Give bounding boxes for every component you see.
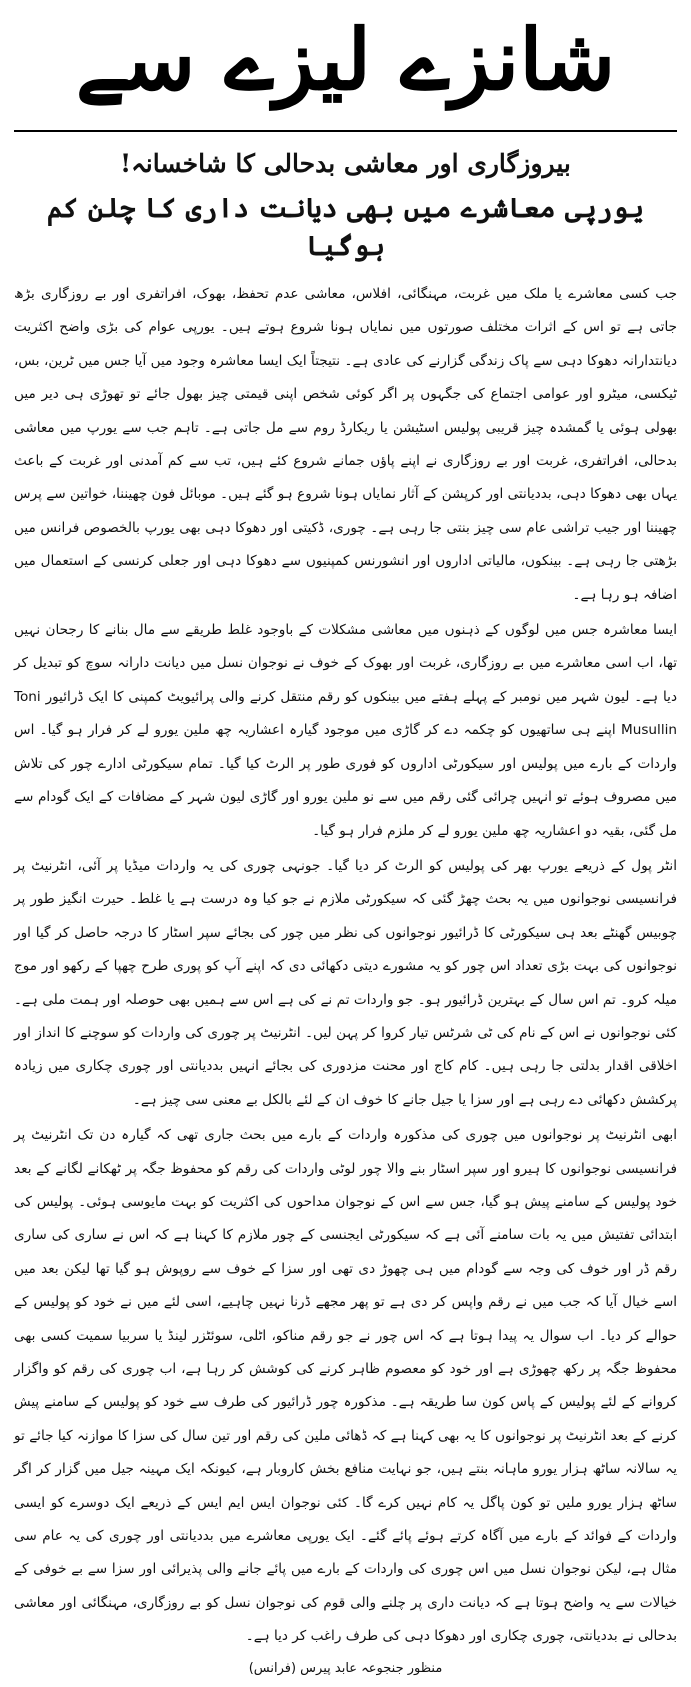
masthead-divider <box>14 130 677 132</box>
column-masthead: شانزے لیزے سے <box>75 10 616 109</box>
article-paragraph: جب کسی معاشرے یا ملک میں غربت، مہنگائی، افلاس، معاشی عدم تحفظ، بھوک، افراتفری اور بے روزگاری بڑھ جاتی ہے تو اس کے اثرات مختلف صورتوں میں نمایاں ہونا شروع ہوتے ہیں۔ یورپی عوام کی بڑی واضح اکثریت دیانتدارانہ دھوکا دہی سے پاک زندگی گزارنے کی عادی ہے۔ نتیجتاً ایک ایسا معاشرہ وجود میں آیا جس میں ٹرین، بس، ٹیکسی، میٹرو اور عوامی اجتماع کی جگہوں پر اگر کوئی شخص اپنی قیمتی چیز بھول جائے تو تھوڑی ہی دیر میں بھولی ہوئی یا گمشدہ چیز قریبی پولیس اسٹیشن یا ریکارڈ روم سے مل جاتی ہے۔ تاہم جب سے یورپ میں معاشی بدحالی، افراتفری، غربت اور بے روزگاری نے اپنے پاؤں جمانے شروع کئے ہیں، تب سے کم آمدنی اور غربت کے باعث یہاں بھی دھوکا دہی، بددیانتی اور کرپشن کے آثار نمایاں ہونا شروع ہو گئے ہیں۔ موبائل فون چھیننا، خواتین سے پرس چھیننا اور جیب تراشی عام سی چیز بنتی جا رہی ہے۔ چوری، ڈکیتی اور دھوکا دہی بھی یورپ بالخصوص فرانس میں بڑھتی جا رہی ہے۔ بینکوں، مالیاتی اداروں اور انشورنس کمپنیوں سے دھوکا دہی اور جعلی کرنسی کے استعمال میں اضافہ ہو رہا ہے۔ <box>14 286 677 603</box>
headline-secondary: یورپی معاشرے میں بھی دیانت داری کا چلن کم ہوگیا <box>46 193 645 262</box>
article-body <box>14 278 677 1654</box>
article-paragraph: ابھی انٹرنیٹ پر نوجوانوں میں چوری کی مذکورہ واردات کے بارے میں بحث جاری تھی کہ گیارہ دن تک انٹرنیٹ پر فرانسیسی نوجوانوں کا ہیرو اور سپر اسٹار بنے والا چور لوٹی واردات کی رقم کو محفوظ جگہ پر ٹھکانے لگانے کے بعد خود پولیس کے سامنے پیش ہو گیا، جس سے اس کے نوجوان مداحوں کی اکثریت کو بہت مایوسی ہوئی۔ پولیس کی ابتدائی تفتیش میں یہ بات سامنے آئی ہے کہ سیکورٹی ایجنسی کے چور ملازم کا کہنا ہے کہ اس نے ساری کی ساری رقم ڈر اور خوف کی وجہ سے گودام میں ہی چھوڑ دی تھی اور سزا کے خوف سے روپوش ہو گیا تھا لیکن بعد میں اسے خیال آیا کہ جب میں نے رقم واپس کر دی ہے تو پھر مجھے ڈرنا نہیں چاہیے، اسی لئے میں نے خود کو پولیس کے حوالے کر دیا۔ اب سوال یہ پیدا ہوتا ہے کہ اس چور نے جو رقم مناکو، اٹلی، سوئٹزر لینڈ یا سربیا سمیت کسی بھی محفوظ جگہ پر رکھ چھوڑی ہے اور خود کو معصوم ظاہر کرنے کی کوشش کر رہا ہے، اب چوری کی رقم کو واگزار کروانے کے لئے پولیس کے پاس کون سا طریقہ ہے۔ مذکورہ چور ڈرائیور کی طرف سے خود کو پولیس کے سامنے پیش کرنے کے بعد انٹرنیٹ پر نوجوانوں کا یہ بھی کہنا ہے کہ ڈھائی ملین کی رقم اور تین سال کی سزا کا موازنہ کیا جائے تو یہ سالانہ ساٹھ ہزار یورو ماہانہ بنتے ہیں، جو نہایت منافع بخش کاروبار ہے، کیونکہ ایک مہینہ جیل میں گزار کر اگر ساٹھ ہزار یورو ملیں تو کون پاگل یہ کام نہیں کرے گا۔ کئی نوجوان ایس ایم ایس کے ذریعے ایک دوسرے کو ایسی واردات کے فوائد کے بارے میں آگاہ کرتے ہوئے پائے گئے۔ ایک یورپی معاشرے میں بددیانتی اور چوری کی یہ عام سی مثال ہے، لیکن نوجوان نسل میں اس چوری کی واردات کے بارے میں پائے جانے والی پذیرائی اور سزا سے بے خوفی کے خیالات سے یہ واضح ہوتا ہے کہ دیانت داری پر چلنے والی قوم کی نوجوان نسل کو بے روزگاری، مہنگائی اور معاشی بدحالی نے بددیانتی، چوری چکاری اور دھوکا دہی کی طرف راغب کر دیا ہے۔ <box>14 1127 677 1645</box>
article-paragraph: انٹر پول کے ذریعے یورپ بھر کی پولیس کو الرٹ کر دیا گیا۔ جونہی چوری کی یہ واردات میڈیا پر آئی، انٹرنیٹ پر فرانسیسی نوجوانوں میں یہ بحث چھڑ گئی کہ سیکورٹی ملازم نے جو کیا وہ درست ہے یا غلط۔ حیرت انگیز طور پر چوبیس گھنٹے بعد ہی سیکورٹی کا ڈرائیور نوجوانوں کی نظر میں چور کی بجائے سپر اسٹار کا درجہ حاصل کر گیا اور نوجوانوں کی بہت بڑی تعداد اس چور کو یہ مشورے دیتی دکھائی دی کہ اپنے آپ کو پوری طرح چھپا کے رکھو اور موج میلہ کرو۔ تم اس سال کے بہترین ڈرائیور ہو۔ جو واردات تم نے کی ہے اس سے ہمیں بھی حوصلہ اور ہمت ملی ہے۔ کئی نوجوانوں نے اس کے نام کی ٹی شرٹس تیار کروا کر پہن لیں۔ انٹرنیٹ پر چوری کی واردات کو سوچنے کا انداز اور اخلاقی اقدار بدلتی جا رہی ہیں۔ کام کاج اور محنت مزدوری کی بجائے انہیں بددیانتی اور چوری چکاری میں زیادہ پرکشش دکھائی دے رہی ہے اور سزا یا جیل جانے کا خوف ان کے لئے بالکل بے معنی سی چیز ہے۔ <box>14 857 677 1108</box>
headline-primary: بیروزگاری اور معاشی بدحالی کا شاخسانہ! <box>120 149 571 178</box>
author-byline: منظور جنجوعہ عابد پیرس (فرانس) <box>248 1660 443 1676</box>
article-paragraph: ایسا معاشرہ جس میں لوگوں کے ذہنوں میں معاشی مشکلات کے باوجود غلط طریقے سے مال بنانے کا رجحان نہیں تھا، اب اسی معاشرے میں بے روزگاری، غربت اور بھوک کے خوف نے نوجوان نسل میں دیانت دارانہ سوچ کو تبدیل کر دیا ہے۔ لیون شہر میں نومبر کے پہلے ہفتے میں بینکوں کو رقم منتقل کرنے والی پرائیویٹ کمپنی کا ایک ڈرائیور Toni Musullin اپنے ہی ساتھیوں کو چکمہ دے کر گاڑی میں موجود گیارہ اعشاریہ چھ ملین یورو لے کر فرار ہو گیا۔ اس واردات کے بارے میں پولیس اور سیکورٹی اداروں کو فوری طور پر الرٹ کیا گیا۔ تمام سیکورٹی ادارے چور کی تلاش میں مصروف ہوئے تو انہیں چرائی گئی رقم میں سے نو ملین یورو اور گاڑی لیون شہر کے مضافات کے ایک گودام سے مل گئی، بقیہ دو اعشاریہ چھ ملین یورو لے کر ملزم فرار ہو گیا۔ <box>14 622 677 839</box>
